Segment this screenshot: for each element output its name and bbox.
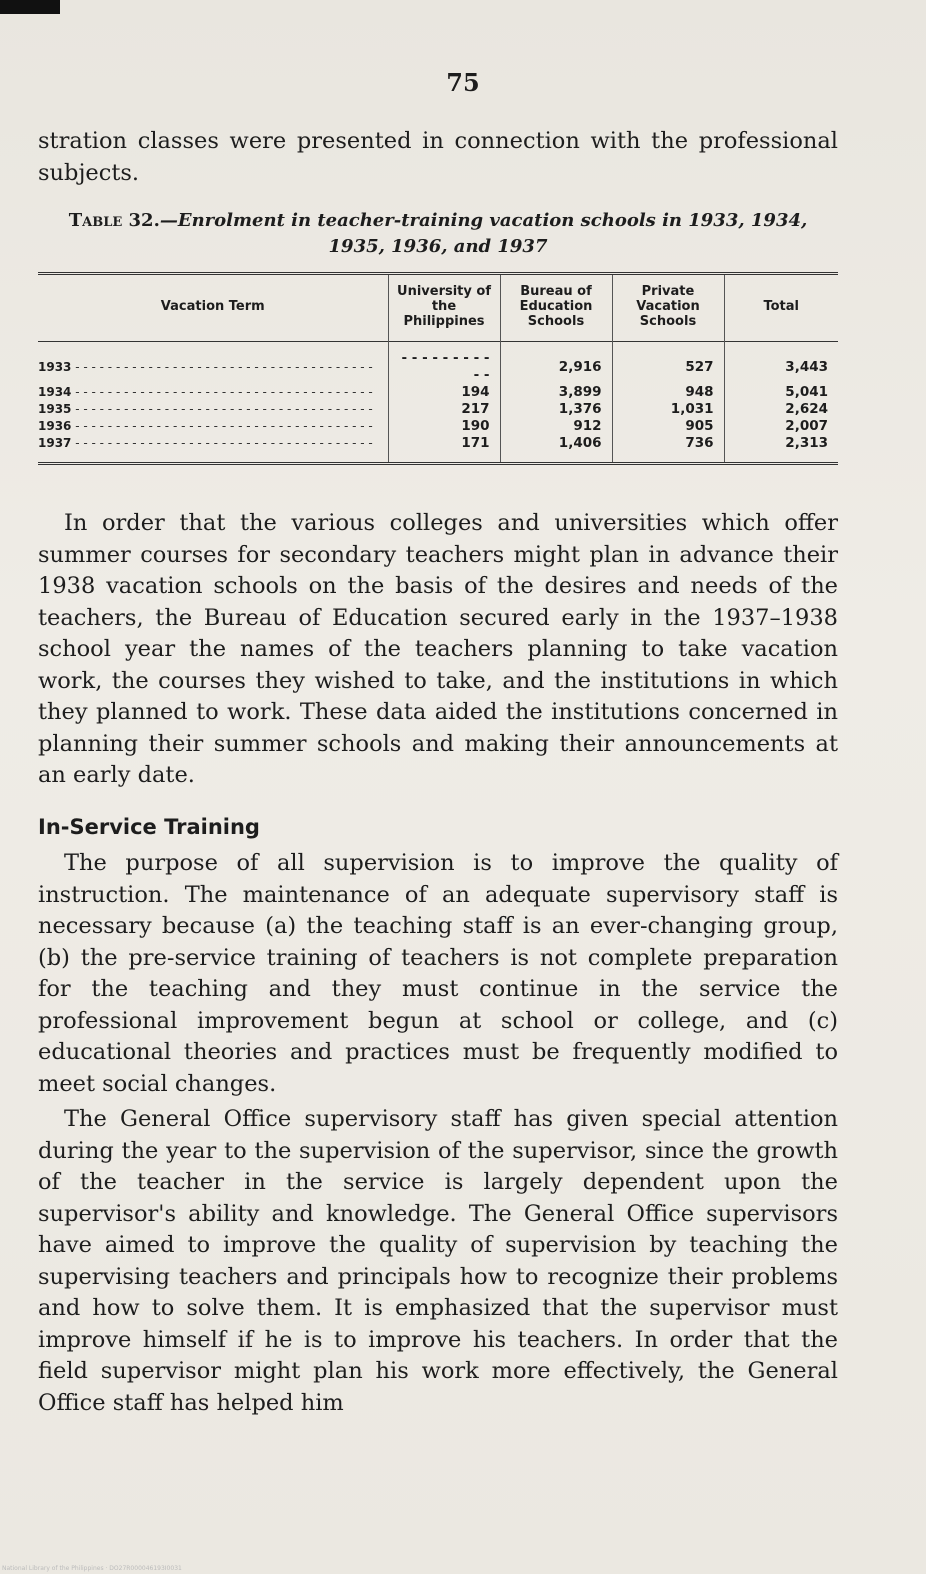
header-private: Private Vacation Schools — [612, 274, 724, 342]
bureau-cell: 1,376 — [500, 401, 612, 418]
private-cell: 948 — [612, 384, 724, 401]
term-cell: 1934 - - - — [38, 384, 388, 401]
university-cell: 217 — [388, 401, 500, 418]
header-total: Total — [724, 274, 838, 342]
total-cell: 2,624 — [724, 401, 838, 418]
scan-corner-shadow — [0, 0, 60, 14]
paragraph-vacation-schools: In order that the various colleges and universities which offer summer courses for secondary teachers might plan in advance their 1938 vacation schools on the basis of the desires and needs of the teachers, the Bureau of Education secured early in the 1937–1938 school year the names of the teachers planning to take vacation work, the courses they wished to take, and the institutions in which they planned to work. These data aided the institutions concerned in planning their summer schools and making their announcements at an early date. — [38, 510, 838, 788]
table-row — [38, 435, 838, 464]
paragraph-general-office: The General Office supervisory staff has given special attention during the year to the supervision of the supervisor, since the growth of the teacher in the service is largely dependent upon the supervisor's ability and knowledge. The General Office supervisors have aimed to improve the quality of supervision by teaching the supervising teachers and principals how to recognize their problems and how to solve them. It is emphasized that the supervisor must improve himself if he is to improve his teachers. In order that the field supervisor might plan his work more effectively, the General Office staff has helped him — [38, 1106, 838, 1416]
term-cell: 1935 - - - — [38, 401, 388, 418]
bureau-cell: 912 — [500, 418, 612, 435]
table-title: —Enrolment in teacher-training vacation schools in 1933, 1934, 1935, 1936, and 1937 — [159, 210, 808, 257]
university-cell: 190 — [388, 418, 500, 435]
enrolment-table — [38, 272, 838, 465]
bureau-cell: 1,406 — [500, 435, 612, 464]
page-number: 75 — [446, 68, 480, 97]
university-cell: 194 — [388, 384, 500, 401]
enrolment-table-container — [38, 272, 838, 465]
private-cell: 736 — [612, 435, 724, 464]
university-cell: 171 — [388, 435, 500, 464]
header-university: University of the Philippines — [388, 274, 500, 342]
term-cell: 1933 - - - — [38, 342, 388, 385]
term-cell: 1937 - - - — [38, 435, 388, 464]
table-row — [38, 401, 838, 418]
paragraph-supervision-purpose: The purpose of all supervision is to improve the quality of instruction. The maintenance of an adequate supervisory staff is necessary because (a) the teaching staff is an ever-changing group, (b) the pre-service training of teachers is not complete preparation for the teaching and they must continue in the service the professional improvement begun at school or college, and (c) educational theories and practices must be frequently modified to meet social changes. — [38, 850, 838, 1097]
university-cell: - - - - - - - - - - - — [388, 342, 500, 385]
total-cell: 5,041 — [724, 384, 838, 401]
table-row — [38, 418, 838, 435]
total-cell: 2,007 — [724, 418, 838, 435]
header-bureau: Bureau of Education Schools — [500, 274, 612, 342]
intro-paragraph: stration classes were presented in connection with the professional subjects. — [38, 128, 838, 186]
bureau-cell: 3,899 — [500, 384, 612, 401]
total-cell: 2,313 — [724, 435, 838, 464]
scan-footer: National Library of the Philippines · DO27R000046193I0031 — [2, 1565, 182, 1572]
bureau-cell: 2,916 — [500, 342, 612, 385]
section-heading: In-Service Training — [38, 815, 260, 839]
table-label: Table 32. — [68, 210, 160, 231]
term-cell: 1936 - - - — [38, 418, 388, 435]
table-row — [38, 342, 838, 385]
private-cell: 1,031 — [612, 401, 724, 418]
private-cell: 905 — [612, 418, 724, 435]
header-vacation-term: Vacation Term — [160, 299, 265, 314]
private-cell: 527 — [612, 342, 724, 385]
table-row — [38, 384, 838, 401]
table-header-row — [38, 274, 838, 342]
total-cell: 3,443 — [724, 342, 838, 385]
table-caption — [38, 208, 838, 260]
